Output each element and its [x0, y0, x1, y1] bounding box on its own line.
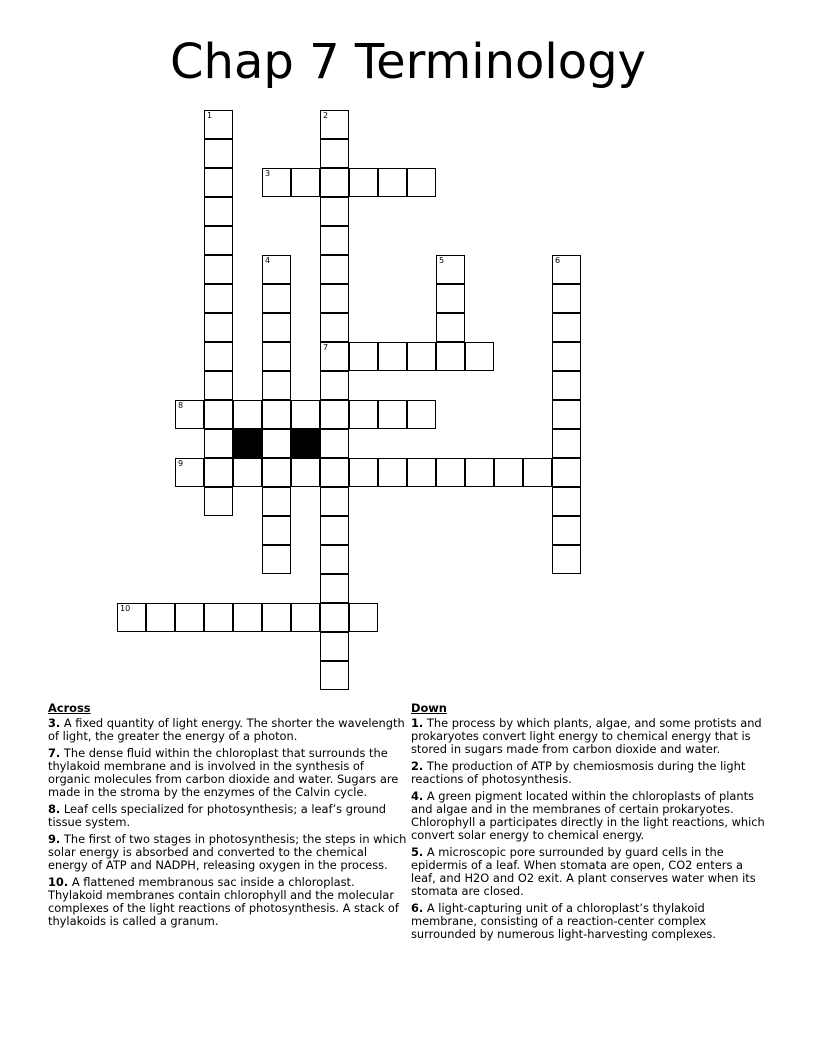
grid-cell[interactable]	[204, 226, 233, 255]
grid-cell[interactable]	[552, 284, 581, 313]
grid-cell[interactable]	[262, 429, 291, 458]
down-clue-4: 4. A green pigment located within the chloroplasts of plants and algae and in the membranes of certain prokaryotes. Chlorophyll a participates directly in the light reactions, which convert solar energy to chemical energy.	[411, 789, 765, 842]
grid-cell[interactable]	[349, 168, 378, 197]
down-clue-5: 5. A microscopic pore surrounded by guard cells in the epidermis of a leaf. When stomata are open, CO2 enters a leaf, and H2O and O2 exit. A plant conserves water when its stomata are closed.	[411, 845, 756, 898]
grid-cell[interactable]	[320, 603, 349, 632]
grid-cell[interactable]	[349, 603, 378, 632]
clue-number: 6	[555, 256, 561, 265]
grid-cell[interactable]	[552, 342, 581, 371]
grid-cell[interactable]	[204, 458, 233, 487]
grid-cell[interactable]	[117, 603, 146, 632]
grid-cell[interactable]	[523, 458, 552, 487]
grid-cell[interactable]	[378, 342, 407, 371]
across-heading: Across	[48, 701, 91, 715]
grid-cell[interactable]	[407, 400, 436, 429]
grid-cell[interactable]	[436, 255, 465, 284]
grid-cell[interactable]	[291, 603, 320, 632]
grid-cell[interactable]	[378, 400, 407, 429]
grid-cell[interactable]	[552, 458, 581, 487]
grid-cell[interactable]	[262, 255, 291, 284]
grid-cell[interactable]	[204, 342, 233, 371]
grid-cell[interactable]	[494, 458, 523, 487]
grid-cell[interactable]	[552, 429, 581, 458]
grid-cell[interactable]	[552, 487, 581, 516]
grid-cell[interactable]	[436, 458, 465, 487]
grid-cell[interactable]	[436, 313, 465, 342]
across-clue-3: 3. A fixed quantity of light energy. The shorter the wavelength of light, the greater the energy of a photon.	[48, 716, 405, 743]
across-clues	[48, 702, 408, 932]
clue-number: 2	[323, 111, 329, 120]
grid-cell[interactable]	[465, 342, 494, 371]
grid-cell[interactable]	[552, 400, 581, 429]
grid-cell[interactable]	[407, 458, 436, 487]
grid-cell[interactable]	[204, 603, 233, 632]
grid-cell[interactable]	[320, 632, 349, 661]
grid-cell[interactable]	[320, 284, 349, 313]
grid-cell[interactable]	[436, 342, 465, 371]
grid-cell[interactable]	[262, 313, 291, 342]
grid-cell[interactable]	[320, 458, 349, 487]
clue-number: 1	[207, 111, 213, 120]
black-square	[233, 429, 262, 458]
grid-cell[interactable]	[320, 400, 349, 429]
grid-cell[interactable]	[262, 545, 291, 574]
grid-cell[interactable]	[204, 284, 233, 313]
grid-cell[interactable]	[320, 429, 349, 458]
grid-cell[interactable]	[320, 197, 349, 226]
down-clue-6: 6. A light-capturing unit of a chloroplast’s thylakoid membrane, consisting of a reaction-center complex surrounded by numerous light-harvesting complexes.	[411, 901, 716, 941]
clue-number: 3	[265, 169, 271, 178]
down-heading: Down	[411, 701, 447, 715]
grid-cell[interactable]	[233, 603, 262, 632]
grid-cell[interactable]	[378, 168, 407, 197]
grid-cell[interactable]	[204, 371, 233, 400]
page-title: Chap 7 Terminology	[170, 34, 646, 90]
grid-cell[interactable]	[320, 342, 349, 371]
grid-cell[interactable]	[175, 400, 204, 429]
grid-cell[interactable]	[320, 110, 349, 139]
grid-cell[interactable]	[349, 400, 378, 429]
grid-cell[interactable]	[204, 400, 233, 429]
grid-cell[interactable]	[262, 168, 291, 197]
clue-number: 5	[439, 256, 445, 265]
clue-number: 9	[178, 459, 184, 468]
grid-cell[interactable]	[204, 168, 233, 197]
grid-cell[interactable]	[407, 168, 436, 197]
grid-cell[interactable]	[262, 284, 291, 313]
grid-cell[interactable]	[204, 429, 233, 458]
grid-cell[interactable]	[204, 487, 233, 516]
grid-cell[interactable]	[320, 487, 349, 516]
grid-cell[interactable]	[233, 400, 262, 429]
across-clue-9: 9. The first of two stages in photosynthesis; the steps in which solar energy is absorbed and converted to the chemical energy of ATP and NADPH, releasing oxygen in the process.	[48, 832, 407, 872]
down-clue-2: 2. The production of ATP by chemiosmosis during the light reactions of photosynthesis.	[411, 759, 746, 786]
grid-cell[interactable]	[146, 603, 175, 632]
grid-cell[interactable]	[262, 342, 291, 371]
grid-cell[interactable]	[291, 168, 320, 197]
grid-cell[interactable]	[262, 603, 291, 632]
grid-cell[interactable]	[320, 574, 349, 603]
grid-cell[interactable]	[552, 313, 581, 342]
grid-cell[interactable]	[320, 168, 349, 197]
grid-cell[interactable]	[175, 458, 204, 487]
grid-cell[interactable]	[262, 400, 291, 429]
down-clues	[411, 702, 771, 945]
down-clue-1: 1. The process by which plants, algae, and some protists and prokaryotes convert light energy to chemical energy that is stored in sugars made from carbon dioxide and water.	[411, 716, 762, 756]
grid-cell[interactable]	[552, 545, 581, 574]
grid-cell[interactable]	[552, 371, 581, 400]
black-square	[291, 429, 320, 458]
grid-cell[interactable]	[552, 516, 581, 545]
clue-number: 10	[120, 604, 131, 613]
grid-cell[interactable]	[320, 371, 349, 400]
grid-cell[interactable]	[262, 516, 291, 545]
clue-number: 7	[323, 343, 329, 352]
grid-cell[interactable]	[262, 371, 291, 400]
grid-cell[interactable]	[349, 458, 378, 487]
grid-cell[interactable]	[262, 487, 291, 516]
grid-cell[interactable]	[204, 255, 233, 284]
clue-number: 4	[265, 256, 271, 265]
grid-cell[interactable]	[204, 139, 233, 168]
grid-cell[interactable]	[175, 603, 204, 632]
grid-cell[interactable]	[320, 139, 349, 168]
clue-number: 8	[178, 401, 184, 410]
grid-cell[interactable]	[436, 284, 465, 313]
grid-cell[interactable]	[291, 400, 320, 429]
across-clue-7: 7. The dense fluid within the chloroplast that surrounds the thylakoid membrane and is involved in the synthesis of organic molecules from carbon dioxide and water. Sugars are made in the stroma by the enzymes of the Calvin cycle.	[48, 746, 399, 799]
grid-cell[interactable]	[320, 545, 349, 574]
grid-cell[interactable]	[465, 458, 494, 487]
grid-cell[interactable]	[204, 110, 233, 139]
grid-cell[interactable]	[262, 458, 291, 487]
grid-cell[interactable]	[320, 226, 349, 255]
grid-cell[interactable]	[233, 458, 262, 487]
across-clue-10: 10. A flattened membranous sac inside a chloroplast. Thylakoid membranes contain chlorophyll and the molecular complexes of the light reactions of photosynthesis. A stack of thylakoids is called a granum.	[48, 875, 399, 928]
across-clue-8: 8. Leaf cells specialized for photosynthesis; a leaf’s ground tissue system.	[48, 802, 387, 829]
grid-cell[interactable]	[320, 313, 349, 342]
grid-cell[interactable]	[320, 661, 349, 690]
grid-cell[interactable]	[378, 458, 407, 487]
grid-cell[interactable]	[204, 197, 233, 226]
grid-cell[interactable]	[320, 255, 349, 284]
grid-cell[interactable]	[407, 342, 436, 371]
grid-cell[interactable]	[291, 458, 320, 487]
grid-cell[interactable]	[349, 342, 378, 371]
grid-cell[interactable]	[204, 313, 233, 342]
grid-cell[interactable]	[552, 255, 581, 284]
grid-cell[interactable]	[320, 516, 349, 545]
